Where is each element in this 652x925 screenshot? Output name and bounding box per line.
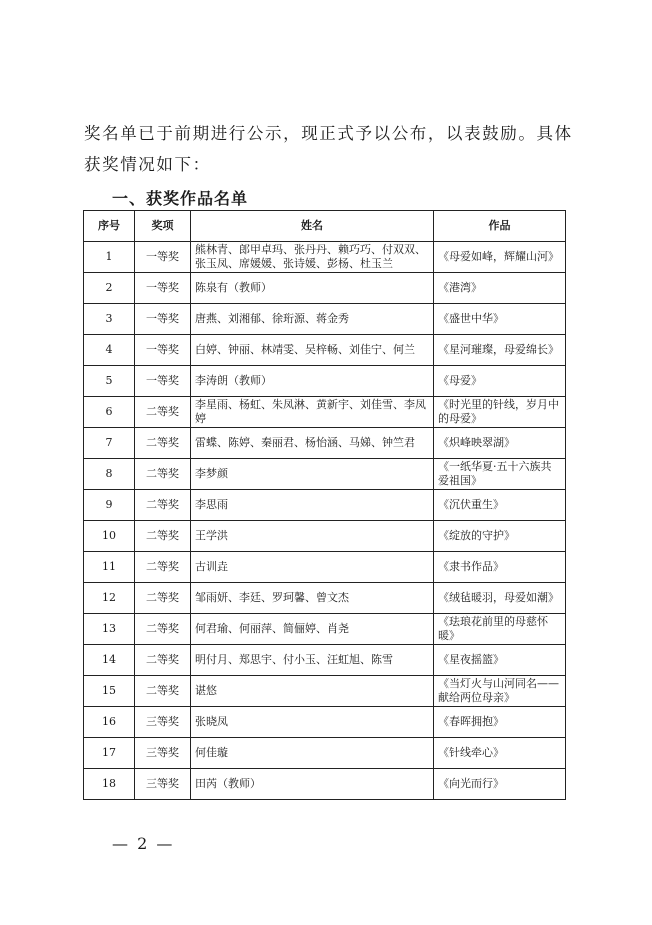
cell-work: 《春晖拥抱》	[434, 707, 566, 738]
cell-award: 二等奖	[135, 552, 191, 583]
cell-award: 三等奖	[135, 769, 191, 800]
table-row	[84, 304, 566, 335]
intro-paragraph: 奖名单已于前期进行公示，现正式予以公布，以表鼓励。具体获奖情况如下：	[84, 124, 573, 174]
cell-number: 10	[84, 521, 135, 552]
cell-number: 18	[84, 769, 135, 800]
cell-number: 16	[84, 707, 135, 738]
cell-work: 《炽峰映翠湖》	[434, 428, 566, 459]
cell-number: 15	[84, 676, 135, 707]
cell-work: 《针线牵心》	[434, 738, 566, 769]
header-names: 姓名	[191, 211, 434, 242]
cell-award: 二等奖	[135, 521, 191, 552]
cell-award: 二等奖	[135, 428, 191, 459]
table-row	[84, 397, 566, 428]
cell-number: 11	[84, 552, 135, 583]
cell-names: 何君瑜、何丽萍、简俪婷、肖尧	[191, 614, 434, 645]
cell-work: 《绽放的守护》	[434, 521, 566, 552]
cell-names: 熊林青、郎甲卓玛、张丹丹、赖巧巧、付双双、张玉凤、席媛媛、张诗媛、彭杨、杜玉兰	[191, 242, 434, 273]
table-row	[84, 707, 566, 738]
header-number: 序号	[84, 211, 135, 242]
table-row	[84, 521, 566, 552]
cell-award: 二等奖	[135, 614, 191, 645]
cell-work: 《隶书作品》	[434, 552, 566, 583]
cell-names: 唐燕、刘湘郁、徐珩源、蒋金秀	[191, 304, 434, 335]
cell-work: 《母爱如峰，辉耀山河》	[434, 242, 566, 273]
cell-names: 李思雨	[191, 490, 434, 521]
header-award: 奖项	[135, 211, 191, 242]
cell-work: 《盛世中华》	[434, 304, 566, 335]
cell-award: 一等奖	[135, 335, 191, 366]
table-row	[84, 490, 566, 521]
awards-table	[83, 210, 566, 800]
table-row	[84, 459, 566, 490]
table-row	[84, 552, 566, 583]
cell-names: 古训垚	[191, 552, 434, 583]
cell-number: 13	[84, 614, 135, 645]
cell-number: 5	[84, 366, 135, 397]
cell-work: 《绒毡暖羽，母爱如潮》	[434, 583, 566, 614]
section-heading: 一、获奖作品名单	[112, 189, 249, 208]
cell-award: 二等奖	[135, 397, 191, 428]
cell-work: 《当灯火与山河同名——献给两位母亲》	[434, 676, 566, 707]
cell-number: 6	[84, 397, 135, 428]
cell-work: 《一纸华夏·五十六族共爱祖国》	[434, 459, 566, 490]
cell-number: 12	[84, 583, 135, 614]
cell-award: 一等奖	[135, 304, 191, 335]
page-number: — 2 —	[112, 834, 175, 853]
table-row	[84, 769, 566, 800]
table-row	[84, 242, 566, 273]
table-row	[84, 428, 566, 459]
cell-number: 17	[84, 738, 135, 769]
cell-award: 一等奖	[135, 273, 191, 304]
cell-number: 4	[84, 335, 135, 366]
cell-names: 白婷、钟丽、林靖雯、吴梓畅、刘佳宁、何兰	[191, 335, 434, 366]
cell-names: 谌悠	[191, 676, 434, 707]
cell-work: 《港湾》	[434, 273, 566, 304]
cell-number: 9	[84, 490, 135, 521]
cell-names: 田芮（教师）	[191, 769, 434, 800]
cell-award: 二等奖	[135, 459, 191, 490]
cell-names: 明付月、郑思宇、付小玉、汪虹旭、陈雪	[191, 645, 434, 676]
cell-work: 《珐琅花前里的母慈怀暖》	[434, 614, 566, 645]
cell-work: 《向光而行》	[434, 769, 566, 800]
table-row	[84, 645, 566, 676]
table-row	[84, 273, 566, 304]
cell-names: 李星雨、杨虹、朱凤淋、黄新宇、刘佳雪、李凤婷	[191, 397, 434, 428]
table-row	[84, 738, 566, 769]
cell-award: 三等奖	[135, 707, 191, 738]
cell-names: 何佳璇	[191, 738, 434, 769]
cell-award: 二等奖	[135, 645, 191, 676]
table-row	[84, 676, 566, 707]
cell-work: 《母爱》	[434, 366, 566, 397]
cell-names: 邹雨妍、李廷、罗珂馨、曾文杰	[191, 583, 434, 614]
cell-names: 李梦颜	[191, 459, 434, 490]
cell-work: 《星河璀璨，母爱绵长》	[434, 335, 566, 366]
cell-number: 3	[84, 304, 135, 335]
table-row	[84, 335, 566, 366]
header-work: 作品	[434, 211, 566, 242]
cell-names: 李涛朗（教师）	[191, 366, 434, 397]
table-row	[84, 583, 566, 614]
cell-award: 二等奖	[135, 583, 191, 614]
cell-names: 张晓凤	[191, 707, 434, 738]
cell-work: 《沉伏重生》	[434, 490, 566, 521]
cell-names: 陈泉有（教师）	[191, 273, 434, 304]
cell-number: 1	[84, 242, 135, 273]
cell-number: 14	[84, 645, 135, 676]
cell-number: 8	[84, 459, 135, 490]
cell-number: 7	[84, 428, 135, 459]
cell-names: 雷蝶、陈婷、秦丽君、杨怡涵、马娣、钟竺君	[191, 428, 434, 459]
cell-award: 一等奖	[135, 366, 191, 397]
cell-number: 2	[84, 273, 135, 304]
cell-award: 二等奖	[135, 676, 191, 707]
table-row	[84, 614, 566, 645]
table-row	[84, 366, 566, 397]
cell-award: 二等奖	[135, 490, 191, 521]
table-header-row	[84, 211, 566, 242]
cell-names: 王学洪	[191, 521, 434, 552]
cell-work: 《时光里的针线，岁月中的母爱》	[434, 397, 566, 428]
cell-work: 《星夜摇篮》	[434, 645, 566, 676]
cell-award: 三等奖	[135, 738, 191, 769]
cell-award: 一等奖	[135, 242, 191, 273]
